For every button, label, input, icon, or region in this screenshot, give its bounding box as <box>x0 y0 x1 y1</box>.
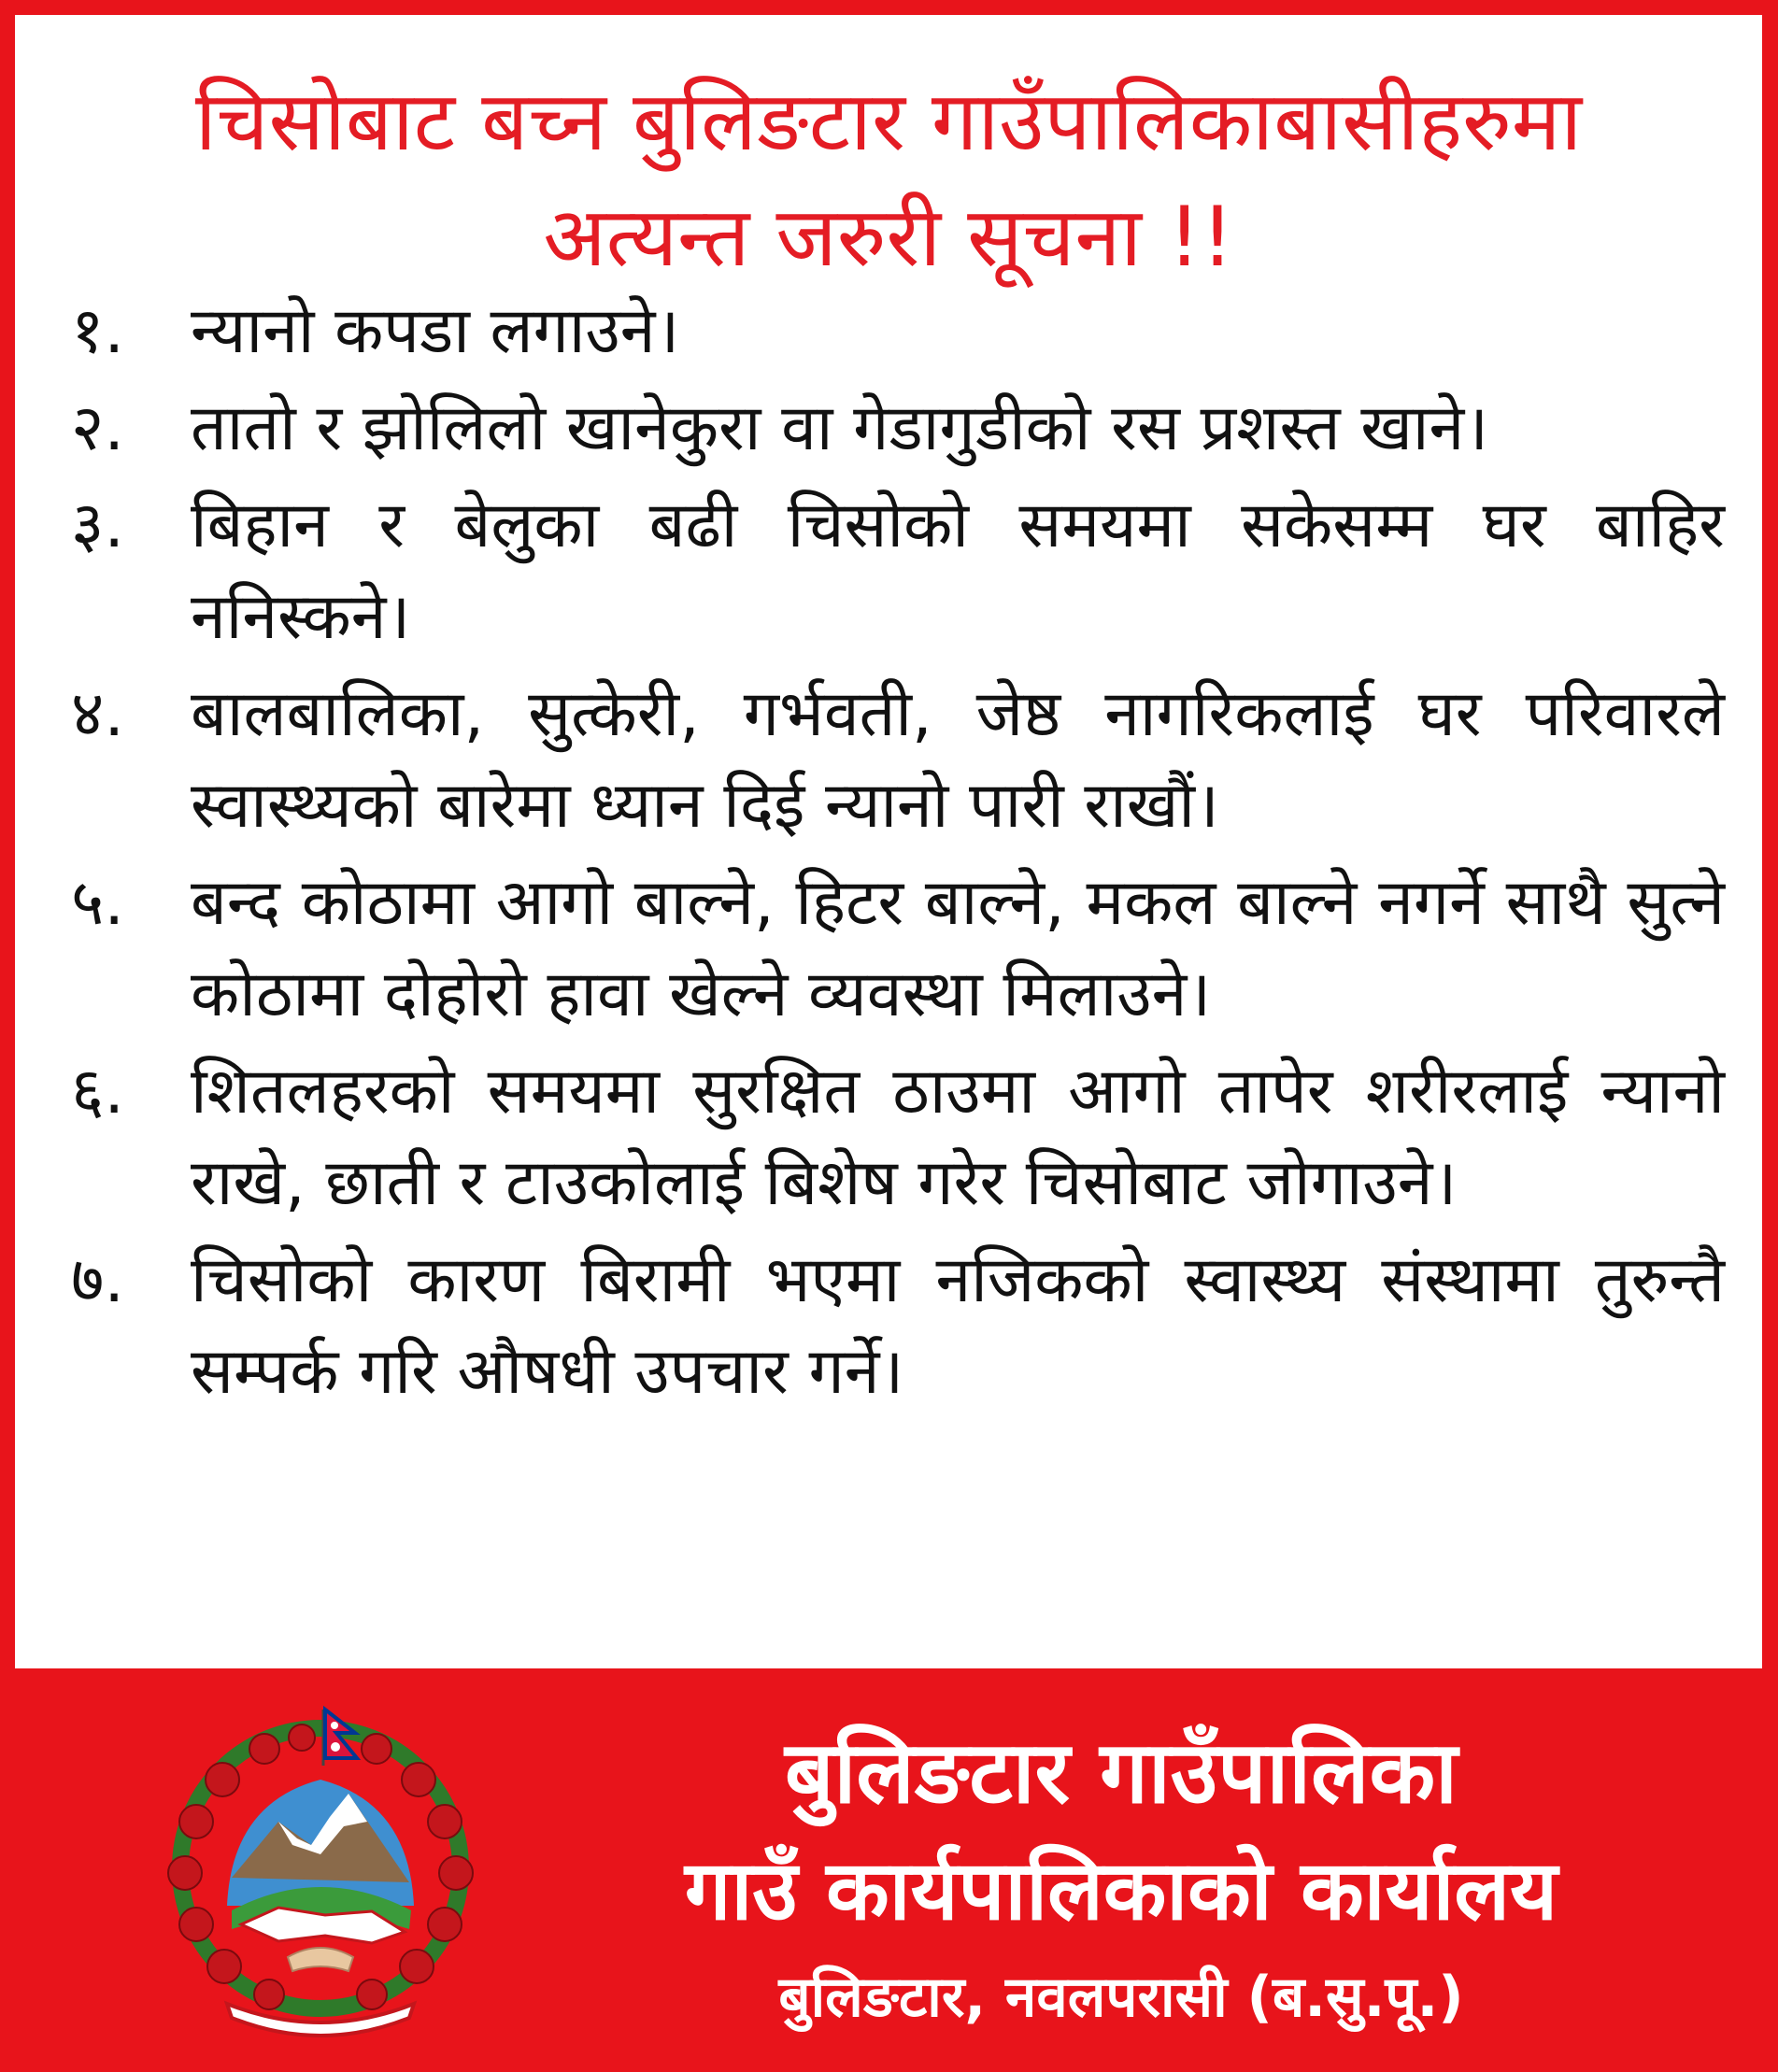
item-number: ३. <box>71 489 124 562</box>
list-item <box>71 480 1725 663</box>
office-name: गाउँ कार्यपालिकाको कार्यालय <box>684 1842 1558 1938</box>
item-text: चिसोको कारण बिरामी भएमा नजिकको स्वास्थ्य संस्थामा तुरुन्तै सम्पर्क गरि औषधी उपचार गर्ने। <box>191 1243 1725 1409</box>
item-text: बन्द कोठामा आगो बाल्ने, हिटर बाल्ने, मकल बाल्ने नगर्ने साथै सुत्ने कोठामा दोहोरो हावा खेल्ने व्यवस्था मिलाउने। <box>191 866 1725 1031</box>
list-item <box>71 383 1725 475</box>
item-number: ७. <box>71 1243 124 1317</box>
list-item <box>71 858 1725 1041</box>
item-number: ५. <box>71 866 124 940</box>
item-number: २. <box>71 391 124 465</box>
item-text: बिहान र बेलुका बढी चिसोको समयमा सकेसम्म घर बाहिर ननिस्कने। <box>191 489 1725 654</box>
item-text: न्यानो कपडा लगाउने। <box>191 294 680 368</box>
item-text: तातो र झोलिलो खानेकुरा वा गेडागुडीको रस प्रशस्त खाने। <box>191 391 1489 465</box>
list-item <box>71 1046 1725 1229</box>
list-item <box>71 286 1725 377</box>
item-number: ६. <box>71 1055 124 1128</box>
notice-list <box>71 286 1725 1424</box>
list-item <box>71 669 1725 852</box>
headline-line-2: अत्यन्त जरुरी सूचना !! <box>543 189 1234 285</box>
headline-line-1: चिसोबाट बच्न बुलिङटार गाउँपालिकाबासीहरुमा <box>194 73 1583 169</box>
list-item <box>71 1235 1725 1418</box>
item-text: शितलहरको समयमा सुरक्षित ठाउमा आगो तापेर शरीरलाई न्यानो राखे, छाती र टाउकोलाई बिशेष गरेर चिसोबाट जोगाउने। <box>191 1055 1725 1220</box>
office-address: बुलिङटार, नवलपरासी (ब.सु.पू.) <box>778 1965 1464 2030</box>
notice-panel <box>15 15 1762 1668</box>
item-number: १. <box>71 294 124 368</box>
nepal-government-emblem-icon <box>138 1691 503 2046</box>
item-text: बालबालिका, सुत्केरी, गर्भवती, जेष्ठ नागरिकलाई घर परिवारले स्वास्थ्यको बारेमा ध्यान दिई न्यानो पारी राखौं। <box>191 677 1725 843</box>
item-number: ४. <box>71 677 124 751</box>
organization-name: बुलिङटार गाउँपालिका <box>784 1723 1458 1823</box>
notice-headline <box>15 64 1762 295</box>
